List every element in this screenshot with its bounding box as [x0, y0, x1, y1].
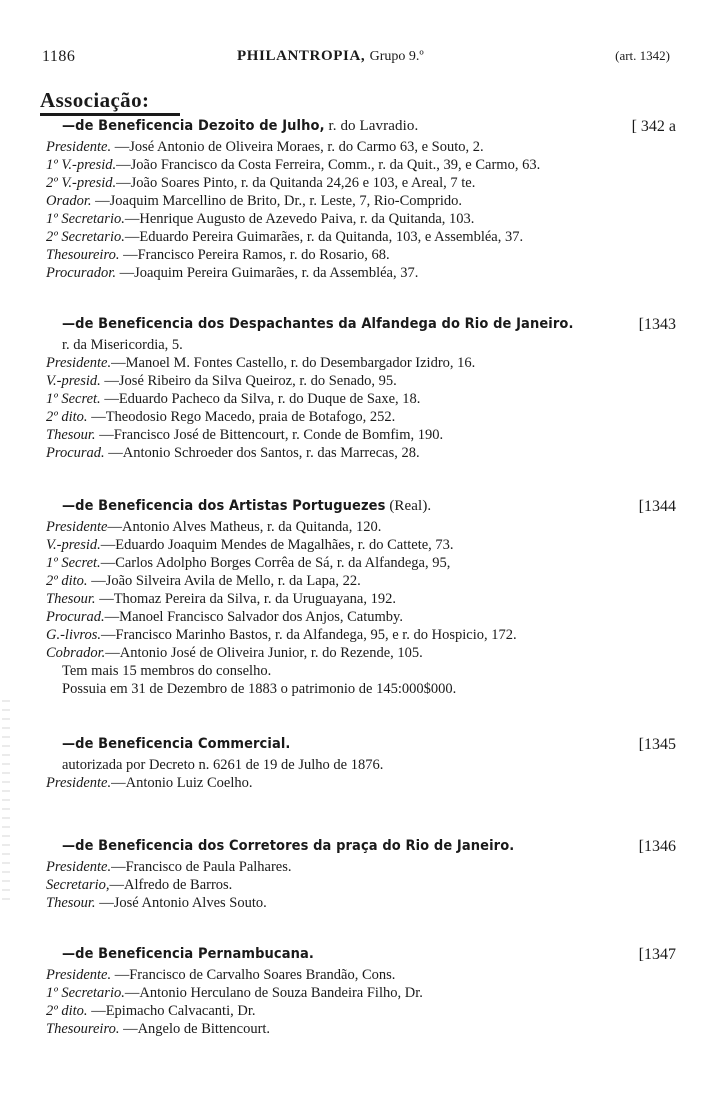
officer-role: Presidente. — [46, 139, 112, 155]
officer-line — [46, 774, 676, 792]
officer-text: —João Soares Pinto, r. da Quitanda 24,26 e 103, e Areal, 7 te. — [116, 175, 476, 191]
officer-line — [46, 1002, 676, 1020]
entry-name-text: —de Beneficencia dos Despachantes da Alfandega do Rio de Janeiro. — [62, 316, 574, 332]
officer-text: —Eduardo Pacheco da Silva, r. do Duque de Saxe, 18. — [100, 391, 421, 407]
section-title: Associação: — [40, 88, 150, 112]
entry-1347 — [46, 946, 676, 1038]
officer-line — [46, 444, 676, 462]
officer-line — [46, 228, 676, 246]
entry-1342a — [46, 118, 676, 282]
scan-margin-speckle — [2, 700, 10, 900]
officer-line — [46, 390, 676, 408]
officer-role: 2º V.-presid. — [46, 175, 117, 191]
officer-text: —Francisco Pereira Ramos, r. do Rosario, 68. — [119, 247, 390, 263]
officer-text: —Antonio Alves Matheus, r. da Quitanda, 120. — [107, 519, 382, 535]
officer-line — [46, 608, 676, 626]
section-title-underline — [40, 113, 180, 116]
entry-1346 — [46, 838, 676, 912]
article-number: [1345 — [638, 736, 676, 753]
entry-name-text: —de Beneficencia dos Corretores da praça do Rio de Janeiro. — [62, 838, 515, 854]
officer-list — [46, 966, 676, 1038]
officer-list — [46, 774, 676, 792]
officer-line — [46, 264, 676, 282]
officer-text: —Francisco José de Bittencourt, r. Conde de Bomfim, 190. — [95, 427, 444, 443]
officer-role: 1º Secretario. — [46, 211, 125, 227]
entry-1343 — [46, 316, 676, 462]
officer-text: —Antonio Luiz Coelho. — [111, 775, 253, 791]
officer-text: —José Antonio Alves Souto. — [95, 895, 267, 911]
officer-text: —Francisco de Paula Palhares. — [111, 859, 292, 875]
entry-heading — [46, 736, 676, 756]
officer-role: Procurad. — [46, 609, 105, 625]
entry-name — [62, 118, 418, 135]
officer-role: Presidente. — [46, 859, 112, 875]
officer-role: Thesoureiro. — [46, 247, 120, 263]
officer-line — [46, 192, 676, 210]
officer-role: 1º Secret. — [46, 391, 101, 407]
officer-role: Cobrador. — [46, 645, 106, 661]
council-note: Tem mais 15 membros do conselho. — [62, 663, 272, 679]
officer-line — [46, 408, 676, 426]
officer-role: Presidente. — [46, 967, 112, 983]
officer-line — [46, 138, 676, 156]
officer-role: 1º Secretario. — [46, 985, 125, 1001]
officer-role: Thesour. — [46, 895, 96, 911]
officer-line — [46, 984, 676, 1002]
entry-name-text: —de Beneficencia Dezoito de Julho, — [62, 118, 325, 134]
officer-text: —João Silveira Avila de Mello, r. da Lapa, 22. — [87, 573, 361, 589]
officer-text: —João Francisco da Costa Ferreira, Comm., r. da Quit., 39, e Carmo, 63. — [116, 157, 541, 173]
article-number: [1344 — [638, 498, 676, 515]
officer-list — [46, 138, 676, 282]
officer-line — [46, 572, 676, 590]
officer-text: —Epimacho Calvacanti, Dr. — [87, 1003, 256, 1019]
officer-line — [46, 156, 676, 174]
entry-name — [62, 736, 290, 752]
officer-line — [46, 626, 676, 644]
officer-role: V.-presid. — [46, 537, 101, 553]
officer-list — [46, 354, 676, 462]
officer-text: —José Ribeiro da Silva Queiroz, r. do Senado, 95. — [100, 373, 397, 389]
officer-role: Thesour. — [46, 427, 96, 443]
officer-text: —Francisco Marinho Bastos, r. da Alfandega, 95, e r. do Hospicio, 172. — [101, 627, 517, 643]
officer-text: —Manoel Francisco Salvador dos Anjos, Catumby. — [104, 609, 403, 625]
officer-text: —Antonio Schroeder dos Santos, r. das Marrecas, 28. — [104, 445, 420, 461]
officer-text: —Henrique Augusto de Azevedo Paiva, r. da Quitanda, 103. — [124, 211, 475, 227]
officer-text: —Antonio Herculano de Souza Bandeira Filho, Dr. — [124, 985, 423, 1001]
officer-text: —Angelo de Bittencourt. — [119, 1021, 271, 1037]
officer-role: V.-presid. — [46, 373, 101, 389]
officer-text: —Thomaz Pereira da Silva, r. da Uruguayana, 192. — [95, 591, 396, 607]
officer-role: Thesour. — [46, 591, 96, 607]
entry-heading — [46, 498, 676, 518]
entry-heading — [46, 118, 676, 138]
officer-line — [46, 590, 676, 608]
officer-role: 2º dito. — [46, 1003, 88, 1019]
entry-address: r. da Misericordia, 5. — [62, 337, 183, 353]
officer-list — [46, 858, 676, 912]
officer-list — [46, 518, 676, 698]
officer-line — [46, 354, 676, 372]
entry-heading — [46, 838, 676, 858]
entry-name — [62, 498, 431, 515]
officer-text: —Carlos Adolpho Borges Corrêa de Sá, r. da Alfandega, 95, — [100, 555, 451, 571]
officer-role: G.-livros. — [46, 627, 102, 643]
officer-role: 2º dito. — [46, 409, 88, 425]
officer-role: 1º V.-presid. — [46, 157, 117, 173]
officer-line — [46, 858, 676, 876]
officer-line — [46, 894, 676, 912]
officer-role: 2º dito. — [46, 573, 88, 589]
officer-line — [46, 426, 676, 444]
officer-line — [46, 966, 676, 984]
running-header — [42, 48, 670, 70]
officer-line — [46, 518, 676, 536]
officer-role: Orador. — [46, 193, 92, 209]
officer-role: Presidente — [46, 519, 108, 535]
officer-text: —Joaquim Pereira Guimarães, r. da Assembléa, 37. — [115, 265, 419, 281]
entry-name-text: —de Beneficencia Commercial. — [62, 736, 291, 752]
officer-role: 1º Secret. — [46, 555, 101, 571]
officer-role: Procurad. — [46, 445, 105, 461]
entry-name — [62, 316, 574, 332]
entry-name — [62, 946, 314, 962]
entry-heading — [46, 316, 676, 336]
article-number: [1343 — [638, 316, 676, 333]
entry-decree: autorizada por Decreto n. 6261 de 19 de Julho de 1876. — [62, 757, 384, 773]
article-number: [1347 — [638, 946, 676, 963]
entry-name-tail: r. do Lavradio. — [324, 118, 419, 134]
officer-text: —José Antonio de Oliveira Moraes, r. do Carmo 63, e Souto, 2. — [111, 139, 484, 155]
officer-line — [46, 876, 676, 894]
officer-line — [46, 554, 676, 572]
running-title — [237, 48, 424, 65]
page-number: 1186 — [42, 48, 76, 65]
officer-text: —Eduardo Joaquim Mendes de Magalhães, r. do Cattete, 73. — [100, 537, 454, 553]
officer-line — [46, 246, 676, 264]
patrimony-note: Possuia em 31 de Dezembro de 1883 o patrimonio de 145:000$000. — [62, 681, 457, 697]
officer-role: Presidente. — [46, 355, 112, 371]
officer-role: 2º Secretario. — [46, 229, 125, 245]
officer-line — [46, 210, 676, 228]
entry-name-text: —de Beneficencia dos Artistas Portuguezes — [62, 498, 386, 514]
entry-heading — [46, 946, 676, 966]
article-number: [ 342 a — [631, 118, 676, 135]
officer-text: —Alfredo de Barros. — [109, 877, 233, 893]
article-number: [1346 — [638, 838, 676, 855]
officer-line — [46, 644, 676, 662]
entry-name-text: —de Beneficencia Pernambucana. — [62, 946, 314, 962]
officer-text: —Joaquim Marcellino de Brito, Dr., r. Leste, 7, Rio-Comprido. — [91, 193, 463, 209]
officer-text: —Manoel M. Fontes Castello, r. do Desembargador Izidro, 16. — [111, 355, 476, 371]
officer-line — [46, 536, 676, 554]
officer-text: —Eduardo Pereira Guimarães, r. da Quitanda, 103, e Assembléa, 37. — [124, 229, 524, 245]
entry-1345 — [46, 736, 676, 792]
entry-name — [62, 838, 514, 854]
entry-name-tail: (Real). — [385, 498, 432, 514]
officer-role: Thesoureiro. — [46, 1021, 120, 1037]
officer-role: Presidente. — [46, 775, 112, 791]
officer-role: Secretario, — [46, 877, 110, 893]
officer-text: —Antonio José de Oliveira Junior, r. do Rezende, 105. — [105, 645, 423, 661]
officer-text: —Theodosio Rego Macedo, praia de Botafogo, 252. — [87, 409, 396, 425]
article-range: (art. 1342) — [615, 48, 670, 63]
running-title-text: PHILANTROPIA, — [237, 48, 366, 64]
officer-line — [46, 372, 676, 390]
group-label: Grupo 9.º — [369, 49, 424, 64]
officer-role: Procurador. — [46, 265, 116, 281]
entry-1344 — [46, 498, 676, 698]
officer-text: —Francisco de Carvalho Soares Brandão, Cons. — [111, 967, 396, 983]
officer-line — [46, 1020, 676, 1038]
officer-line — [46, 174, 676, 192]
